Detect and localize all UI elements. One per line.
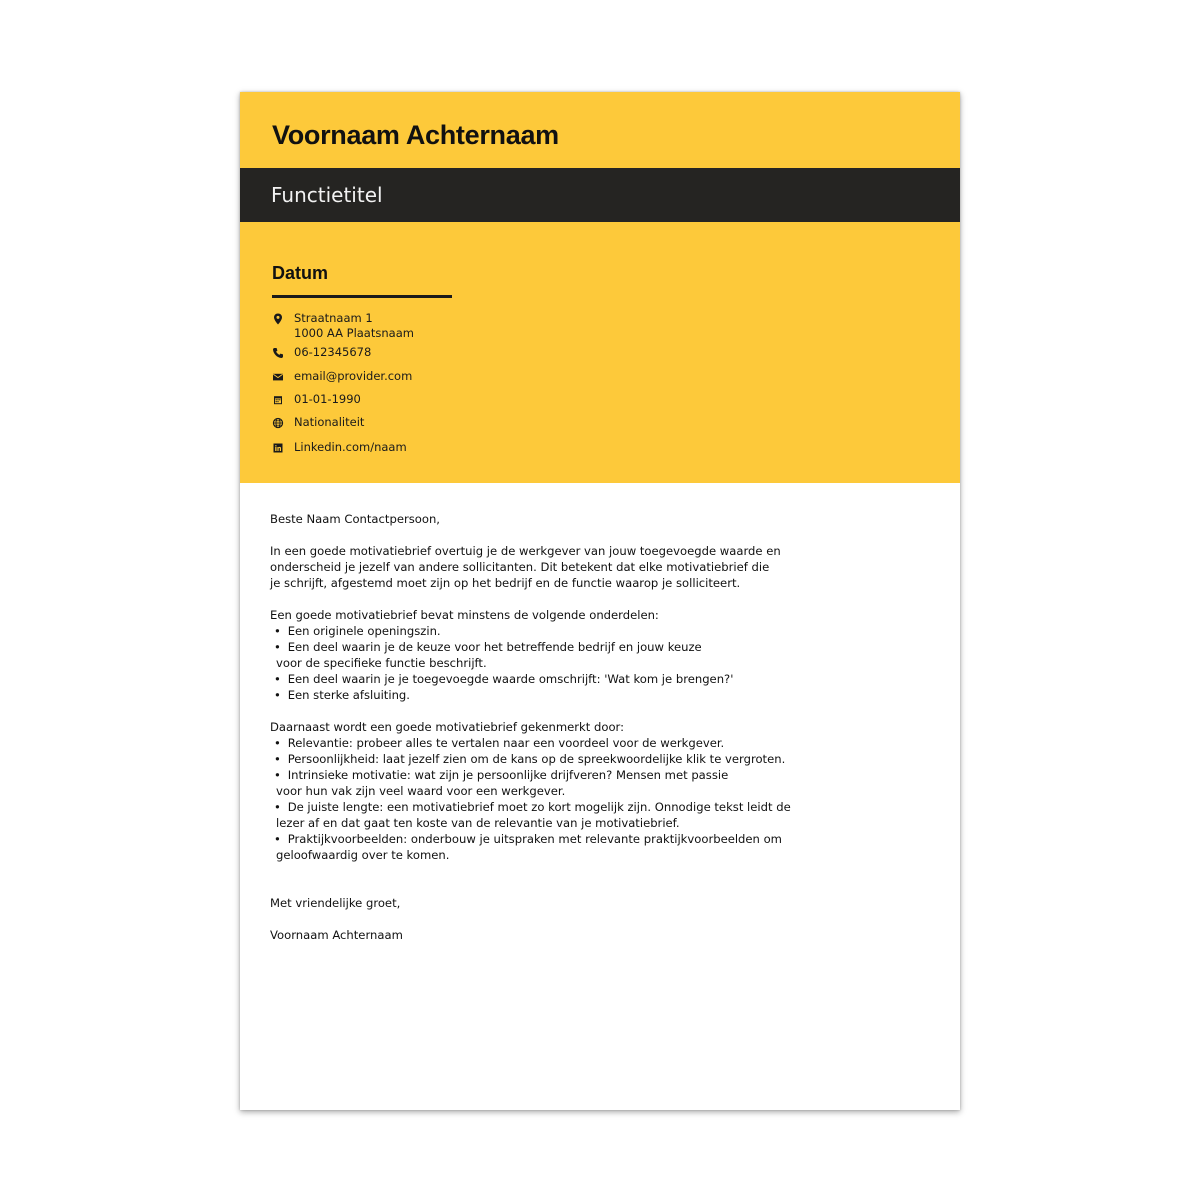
traits-heading: Daarnaast wordt een goede motivatiebrief gekenmerkt door: (270, 720, 625, 734)
list-item: • Een deel waarin je je toegevoegde waarde omschrijft: 'Wat kom je brengen?' (274, 672, 734, 686)
intro-line: onderscheid je jezelf van andere sollicitanten. Dit betekent dat elke motivatiebrief die (270, 560, 770, 574)
salutation: Beste Naam Contactpersoon, (270, 512, 440, 526)
list-item: • De juiste lengte: een motivatiebrief moet zo kort mogelijk zijn. Onnodige tekst leidt de (274, 800, 791, 814)
birthdate: 01-01-1990 (294, 392, 361, 406)
list-item: • Intrinsieke motivatie: wat zijn je persoonlijke drijfveren? Mensen met passie (274, 768, 729, 782)
calendar-icon (272, 394, 284, 406)
list-item-continuation: lezer af en dat gaat ten koste van de relevantie van je motivatiebrief. (276, 816, 680, 830)
date-label: Datum (272, 263, 329, 283)
list-item: • Praktijkvoorbeelden: onderbouw je uitspraken met relevante praktijkvoorbeelden om (274, 832, 782, 846)
linkedin-icon (272, 442, 284, 454)
job-title: Functietitel (271, 183, 383, 207)
date-underline (272, 295, 452, 298)
nationality: Nationaliteit (294, 415, 365, 429)
applicant-name: Voornaam Achternaam (272, 120, 559, 150)
letter-body (270, 511, 830, 943)
address-street: Straatnaam 1 (294, 311, 373, 325)
closing: Met vriendelijke groet, (270, 896, 401, 910)
list-item-continuation: voor de specifieke functie beschrijft. (276, 656, 487, 670)
signature-name: Voornaam Achternaam (270, 928, 403, 942)
email-address: email@provider.com (294, 369, 413, 383)
phone-icon (272, 347, 284, 359)
globe-icon (272, 417, 284, 429)
job-title-band (240, 168, 960, 222)
intro-line: In een goede motivatiebrief overtuig je de werkgever van jouw toegevoegde waarde en (270, 544, 781, 558)
list-item-continuation: voor hun vak zijn veel waard voor een werkgever. (276, 784, 566, 798)
envelope-icon (272, 371, 284, 383)
location-pin-icon (272, 313, 284, 325)
list-item: • Een sterke afsluiting. (274, 688, 410, 702)
letter-page (240, 92, 960, 1110)
list-item-continuation: geloofwaardig over te komen. (276, 848, 450, 862)
list-item: • Een deel waarin je de keuze voor het betreffende bedrijf en jouw keuze (274, 640, 702, 654)
intro-line: je schrijft, afgestemd moet zijn op het bedrijf en de functie waarop je solliciteert. (270, 576, 741, 590)
list-item: • Een originele openingszin. (274, 624, 441, 638)
linkedin-url[interactable]: Linkedin.com/naam (294, 440, 407, 454)
parts-heading: Een goede motivatiebrief bevat minstens de volgende onderdelen: (270, 608, 659, 622)
list-item: • Persoonlijkheid: laat jezelf zien om de kans op de spreekwoordelijke klik te vergroten. (274, 752, 786, 766)
phone-number: 06-12345678 (294, 345, 372, 359)
address-city: 1000 AA Plaatsnaam (294, 326, 414, 340)
list-item: • Relevantie: probeer alles te vertalen naar een voordeel voor de werkgever. (274, 736, 725, 750)
header-panel (240, 92, 960, 483)
